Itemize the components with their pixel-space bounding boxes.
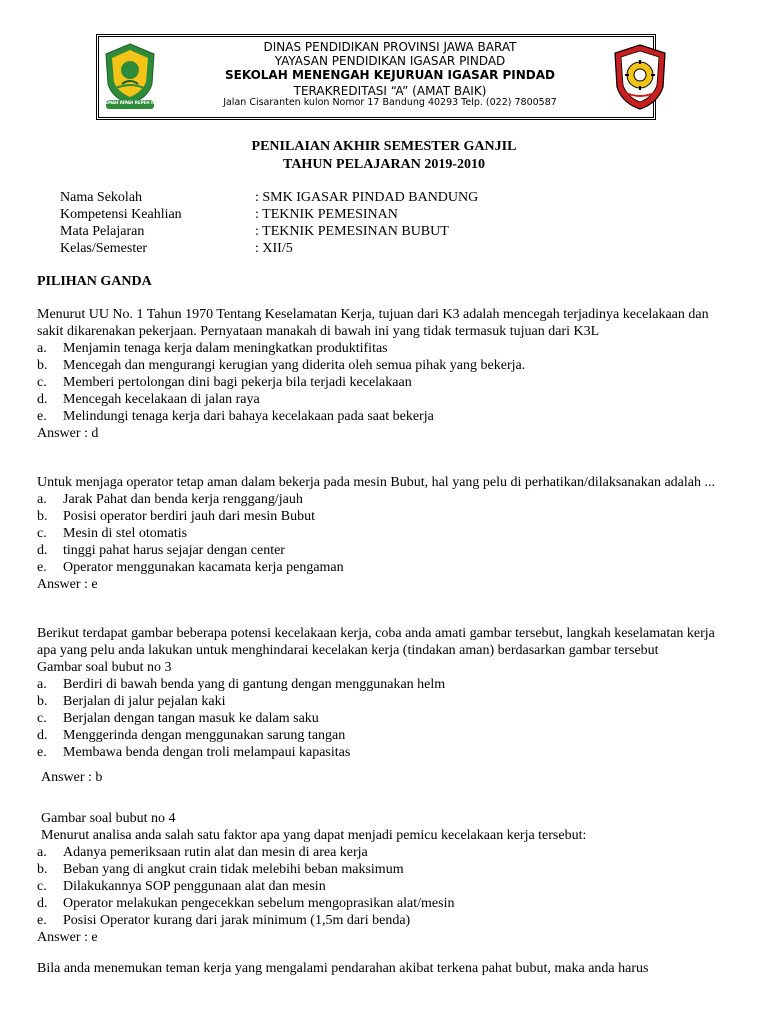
option-b: b. Beban yang di angkut crain tidak melebihi beban maksimum xyxy=(37,862,404,877)
option-b: b. Berjalan di jalur pejalan kaki xyxy=(37,694,226,709)
info-row-subject xyxy=(60,224,449,240)
answer-key: Answer : d xyxy=(37,426,99,441)
info-row-competency xyxy=(60,207,398,223)
exam-title: PENILAIAN AKHIR SEMESTER GANJIL xyxy=(251,139,517,154)
question-text: Untuk menjaga operator tetap aman dalam bekerja pada mesin Bubut, hal yang pelu di perhatikan/dilaksanakan adalah ... xyxy=(37,475,715,490)
question-text: Menurut UU No. 1 Tahun 1970 Tentang Keselamatan Kerja, tujuan dari K3 adalah mencegah terjadinya kecelakaan dan sakit dikarenakan pekerjaan. Pernyataan manakah di bawah ini yang tidak termasuk tujuan dari K3L xyxy=(37,307,709,339)
info-row-class xyxy=(60,241,293,257)
info-label: Nama Sekolah xyxy=(60,190,143,205)
figure-reference: Gambar soal bubut no 3 xyxy=(37,660,172,675)
option-a: a. Jarak Pahat dan benda kerja renggang/jauh xyxy=(37,492,303,507)
smk-igasar-pindad-logo-icon xyxy=(612,43,668,111)
option-a: a. Berdiri di bawah benda yang di gantung dengan menggunakan helm xyxy=(37,677,446,692)
option-b: b. Mencegah dan mengurangi kerugian yang diderita oleh semua pihak yang bekerja. xyxy=(37,358,526,373)
question-2 xyxy=(37,474,737,593)
info-value: : TEKNIK PEMESINAN BUBUT xyxy=(255,224,449,239)
question-5-text: Bila anda menemukan teman kerja yang mengalami pendarahan akibat terkena pahat bubut, maka anda harus xyxy=(37,961,649,976)
question-text: Menurut analisa anda salah satu faktor apa yang dapat menjadi pemicu kecelakaan kerja tersebut: xyxy=(41,828,587,843)
option-e: e. Posisi Operator kurang dari jarak minimum (1,5m dari benda) xyxy=(37,913,411,928)
answer-key: Answer : e xyxy=(37,930,98,945)
answer-key: Answer : b xyxy=(41,770,103,785)
header-accreditation: TERAKREDITASI “A” (AMAT BAIK) xyxy=(293,84,487,98)
option-e: e. Membawa benda dengan troli melampaui kapasitas xyxy=(37,745,351,760)
option-d: d. Menggerinda dengan menggunakan sarung tangan xyxy=(37,728,346,743)
question-text: Berikut terdapat gambar beberapa potensi kecelakaan kerja, coba anda amati gambar tersebut, langkah keselamatan kerja apa yang pelu anda lakukan untuk menghindarai kecelakan kerja (tindakan aman) berdasarkan gambar tersebut xyxy=(37,626,715,658)
option-c: c. Berjalan dengan tangan masuk ke dalam saku xyxy=(37,711,319,726)
question-4 xyxy=(37,810,737,946)
info-label: Mata Pelajaran xyxy=(60,224,145,239)
option-c: c. Dilakukannya SOP penggunaan alat dan mesin xyxy=(37,879,326,894)
info-value: : XII/5 xyxy=(255,241,293,256)
info-value: : SMK IGASAR PINDAD BANDUNG xyxy=(255,190,479,205)
option-d: d. tinggi pahat harus sejajar dengan center xyxy=(37,543,285,558)
option-c: c. Memberi pertolongan dini bagi pekerja bila terjadi kecelakaan xyxy=(37,375,412,390)
option-d: d. Mencegah kecelakaan di jalan raya xyxy=(37,392,260,407)
option-e: e. Operator menggunakan kacamata kerja pengaman xyxy=(37,560,344,575)
header-address: Jalan Cisaranten kulon Nomor 17 Bandung 40293 Telp. (022) 7800587 xyxy=(223,97,557,108)
header-foundation: YAYASAN PENDIDIKAN IGASAR PINDAD xyxy=(274,54,506,68)
info-value: : TEKNIK PEMESINAN xyxy=(255,207,398,222)
option-b: b. Posisi operator berdiri jauh dari mesin Bubut xyxy=(37,509,315,524)
option-e: e. Melindungi tenaga kerja dari bahaya kecelakaan pada saat bekerja xyxy=(37,409,434,424)
answer-key: Answer : e xyxy=(37,577,98,592)
figure-reference: Gambar soal bubut no 4 xyxy=(41,811,176,826)
option-a: a. Menjamin tenaga kerja dalam meningkatkan produktifitas xyxy=(37,341,388,356)
info-row-school xyxy=(60,190,479,206)
emblem-motto: GEMAH RIPAH REPEH RAPIH xyxy=(102,100,165,105)
header-school-name: SEKOLAH MENENGAH KEJURUAN IGASAR PINDAD xyxy=(224,68,556,82)
option-c: c. Mesin di stel otomatis xyxy=(37,526,188,541)
option-a: a. Adanya pemeriksaan rutin alat dan mesin di area kerja xyxy=(37,845,368,860)
exam-year: TAHUN PELAJARAN 2019-2010 xyxy=(283,157,485,172)
info-label: Kelas/Semester xyxy=(60,241,148,256)
header-agency: DINAS PENDIDIKAN PROVINSI JAWA BARAT xyxy=(263,40,517,54)
question-1 xyxy=(37,306,737,442)
option-d: d. Operator melakukan pengecekkan sebelum mengoprasikan alat/mesin xyxy=(37,896,455,911)
section-title: PILIHAN GANDA xyxy=(37,274,152,289)
info-label: Kompetensi Keahlian xyxy=(60,207,182,222)
question-3 xyxy=(37,625,737,786)
